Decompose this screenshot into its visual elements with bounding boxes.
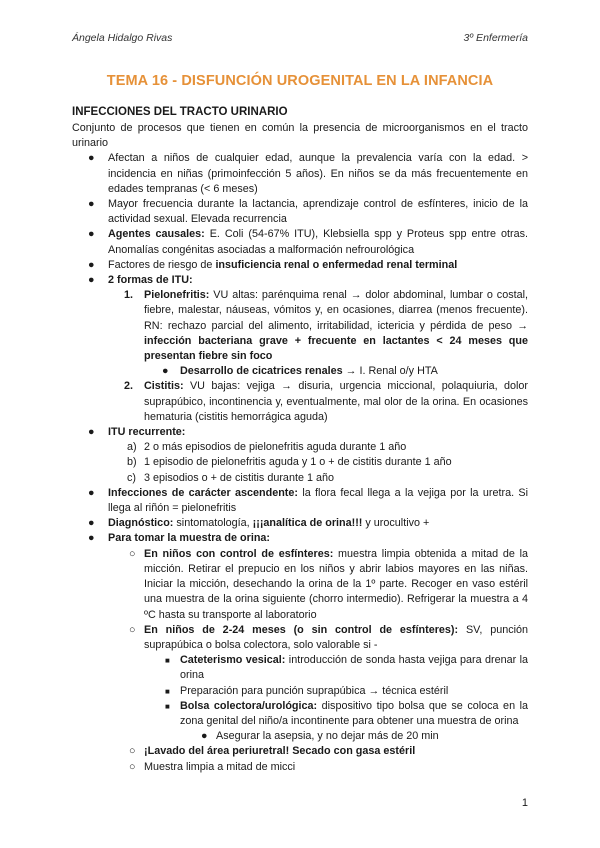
- item-letter: a): [127, 441, 137, 454]
- item-text: Preparación para punción suprapúbica → técnica estéril: [180, 684, 449, 697]
- section-title: INFECCIONES DEL TRACTO URINARIO: [72, 106, 288, 118]
- bullet-icon: ●: [88, 517, 95, 530]
- bullet-bold: ITU recurrente:: [108, 426, 186, 439]
- intro-paragraph: Conjunto de procesos que tienen en común la presencia de microorganismos en el tracto urinario: [72, 122, 528, 150]
- bullet-text: Mayor frecuencia durante la lactancia, aprendizaje control de esfínteres, inicio de la actividad sexual. Elevada recurrencia: [108, 198, 528, 226]
- bullet-text: Afectan a niños de cualquier edad, aunque la prevalencia varía con la edad. > incidencia en niñas (primoinfección 5 años). En niños se da más frecuentemente en edades tempranas (< 6 meses): [108, 152, 528, 195]
- bullet-text: sintomatología,: [173, 517, 253, 530]
- bullet-icon: ●: [88, 152, 95, 165]
- list-item: [72, 273, 528, 288]
- item-text: introducción de sonda hasta vejiga para drenar la orina: [180, 654, 528, 682]
- bullet-icon: ●: [88, 228, 95, 241]
- bullet-bold: 2 formas de ITU:: [108, 274, 193, 287]
- item-text: VU altas: parénquima renal → dolor abdominal, lumbar o costal, fiebre, malestar, náuseas, vómitos y, en ocasiones, diarrea (menos frecuente). RN: rechazo parcial del alimento, irritabilidad, ictericia y pérdida de peso →: [144, 289, 528, 332]
- bullet-bold: insuficiencia renal o enfermedad renal terminal: [215, 258, 458, 271]
- header-course: 3º Enfermería: [463, 32, 528, 44]
- item-bold: Bolsa colectora/urológica:: [180, 699, 318, 712]
- item-letter: b): [127, 456, 137, 469]
- bullet-text: E. Coli (54-67% ITU), Klebsiella spp y Proteus spp entre otras. Anomalías congénitas asociadas a malformación nefrourológica: [108, 228, 528, 256]
- bullet-icon: ●: [88, 274, 95, 287]
- item-bold: Cateterismo vesical:: [180, 654, 286, 667]
- item-bold: ¡Lavado del área periuretral! Secado con gasa estéril: [144, 745, 416, 758]
- item-text: VU bajas: vejiga → disuria, urgencia miccional, polaquiuria, dolor suprapúbico, incontinencia y, eventualmente, mal olor de la orina. En ocasiones hematuria (cistitis hemorrágica aguda): [144, 380, 528, 423]
- item-text: Muestra limpia a mitad de micci: [144, 760, 296, 773]
- list-item: [72, 258, 528, 273]
- item-bold: infección bacteriana grave + frecuente en lactantes < 24 meses que presentan fiebre sin foco: [144, 334, 528, 363]
- list-item: [72, 197, 528, 227]
- circle-bullet-icon: ○: [129, 745, 136, 758]
- bullet-text: Factores de riesgo de: [108, 258, 216, 271]
- item-text: muestra limpia obtenida a mitad de la micción. Retirar el prepucio en los niños y abrir labios mayores en las niñas. Iniciar la micción, desechando la orina de la 1º parte. Recoger en vaso estéril una muestra de la orina siguiente (chorro intermedio). Refrigerar la muestra a 4 ºC hasta su transporte al laboratorio: [144, 547, 528, 621]
- document-body: [72, 121, 528, 775]
- list-item: [72, 151, 528, 197]
- bullet-bold: Agentes causales:: [108, 228, 205, 241]
- item-bold: En niños con control de esfínteres:: [144, 547, 334, 560]
- bullet-icon: ●: [88, 532, 95, 545]
- bullet-bold: ¡¡¡analítica de orina!!!: [252, 517, 363, 530]
- page-number: 1: [521, 797, 528, 809]
- list-item: [72, 227, 528, 257]
- item-letter: c): [127, 471, 136, 484]
- list-item: [72, 729, 528, 744]
- list-item: [72, 653, 528, 683]
- header-author: Ángela Hidalgo Rivas: [72, 32, 173, 44]
- lettered-item: [72, 455, 528, 470]
- bullet-icon: ●: [88, 198, 95, 211]
- bullet-icon: ●: [88, 486, 95, 499]
- circle-bullet-icon: ○: [129, 547, 136, 560]
- bullet-icon: ●: [201, 730, 208, 743]
- bullet-icon: ●: [88, 258, 95, 271]
- bullet-bold: Para tomar la muestra de orina:: [108, 532, 271, 545]
- list-item: [72, 425, 528, 440]
- item-text: dispositivo tipo bolsa que se coloca en la zona genital del niño/a incontinente para obtener una muestra de orina: [180, 699, 529, 727]
- lettered-item: [72, 440, 528, 455]
- page-title: TEMA 16 - DISFUNCIÓN UROGENITAL EN LA INFANCIA: [106, 73, 494, 89]
- bullet-icon: ●: [88, 426, 95, 439]
- bullet-text: y urocultivo +: [362, 517, 430, 530]
- lettered-item: [72, 471, 528, 486]
- square-bullet-icon: ■: [165, 701, 170, 711]
- bullet-icon: ●: [162, 365, 169, 378]
- circle-bullet-icon: ○: [129, 760, 136, 773]
- item-text: SV, punción suprapúbica o bolsa colectora, solo valorable si -: [144, 623, 529, 651]
- list-item: [72, 760, 528, 775]
- bullet-bold: Infecciones de carácter ascendente:: [108, 486, 298, 499]
- list-item: [72, 623, 528, 653]
- list-item: [72, 516, 528, 531]
- numbered-item: [72, 288, 528, 364]
- item-number: 1.: [124, 289, 134, 302]
- bullet-text: la flora fecal llega a la vejiga por la uretra. Si llega al riñón = pielonefritis: [108, 486, 529, 515]
- item-bold: Cistitis:: [144, 380, 184, 393]
- list-item: [72, 531, 528, 546]
- item-text: Asegurar la asepsia, y no dejar más de 20 min: [216, 730, 439, 743]
- item-number: 2.: [124, 380, 134, 393]
- square-bullet-icon: ■: [165, 656, 170, 666]
- item-text: 3 episodios o + de cistitis durante 1 año: [144, 471, 334, 484]
- item-bold: En niños de 2-24 meses (o sin control de esfínteres):: [144, 623, 459, 636]
- circle-bullet-icon: ○: [129, 623, 136, 636]
- list-item: [72, 547, 528, 623]
- item-text: 1 episodio de pielonefritis aguda y 1 o + de cistitis durante 1 año: [144, 456, 452, 469]
- list-item: [72, 744, 528, 759]
- item-bold: Desarrollo de cicatrices renales: [180, 365, 343, 378]
- item-text: → I. Renal o/y HTA: [342, 365, 438, 378]
- item-text: 2 o más episodios de pielonefritis aguda durante 1 año: [144, 441, 407, 454]
- bullet-bold: Diagnóstico:: [108, 517, 174, 530]
- list-item: [72, 364, 528, 379]
- list-item: [72, 699, 528, 729]
- item-bold: Pielonefritis:: [144, 289, 210, 302]
- list-item: [72, 684, 528, 699]
- numbered-item: [72, 379, 528, 425]
- square-bullet-icon: ■: [165, 686, 170, 696]
- list-item: [72, 486, 528, 516]
